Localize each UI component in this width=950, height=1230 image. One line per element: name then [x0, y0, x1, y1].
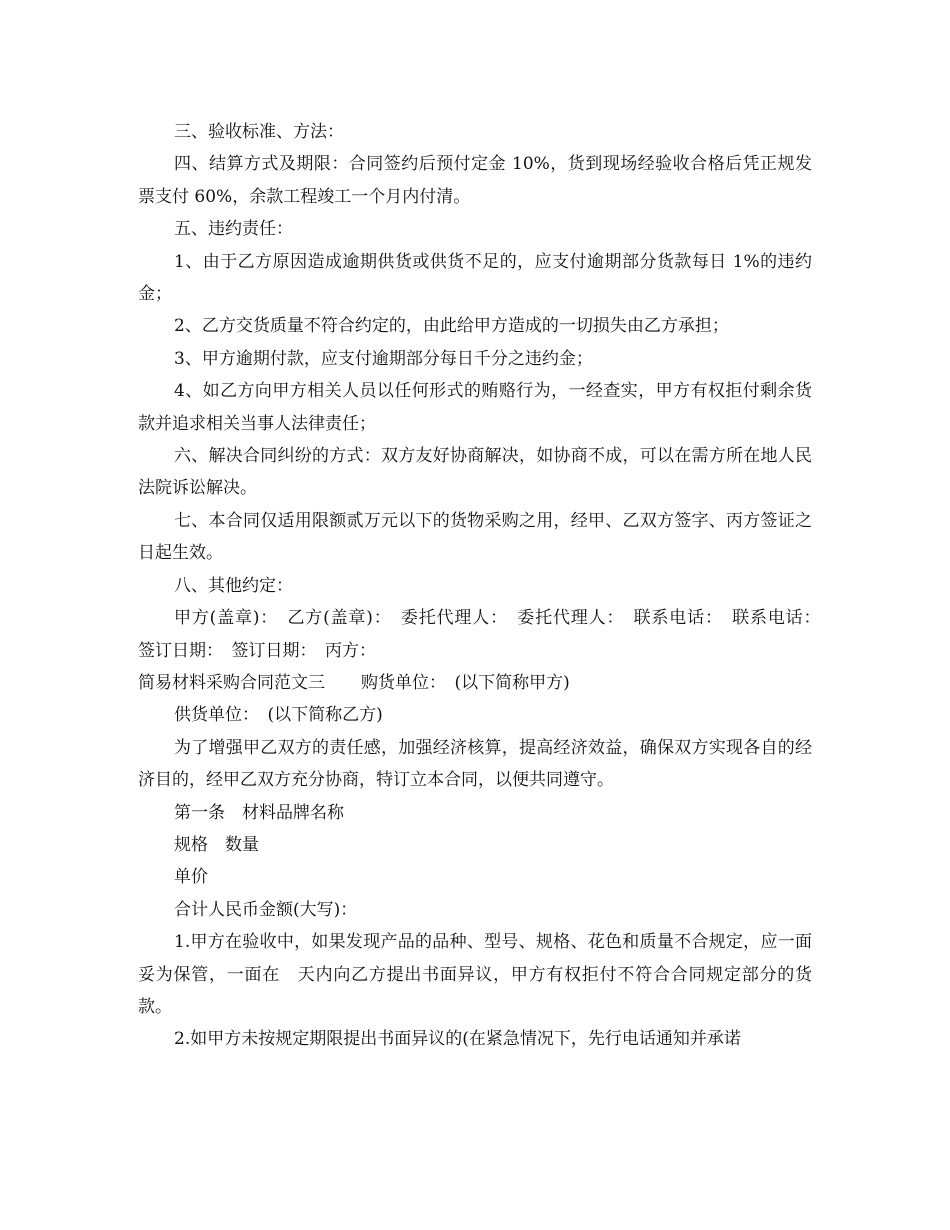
clause-5-liability: 五、违约责任： [174, 219, 293, 240]
contract-heading-line [138, 667, 812, 699]
preamble: 为了增强甲乙双方的责任感，加强经济核算，提高经济效益，确保双方实现各自的经济目的，经甲乙双方充分协商，特订立本合同，以便共同遵守。 [138, 737, 812, 791]
liability-item-1: 1、由于乙方原因造成逾期供货或供货不足的，应支付逾期部分货款每日 1%的违约金； [138, 251, 812, 305]
clause-4-settlement: 四、结算方式及期限：合同签约后预付定金 10%，货到现场经验收合格后凭正规发票支付 60%，余款工程竣工一个月内付清。 [138, 154, 812, 207]
clause-8-other: 八、其他约定： [174, 575, 293, 596]
spec-quantity: 规格 数量 [174, 834, 259, 855]
liability-item-2: 2、乙方交货质量不符合约定的，由此给甲方造成的一切损失由乙方承担； [174, 316, 729, 337]
clause-7-effect: 七、本合同仅适用限额贰万元以下的货物采购之用，经甲、乙双方签字、丙方签证之日起生效。 [138, 510, 812, 564]
contract-title: 简易材料采购合同范文三 [138, 672, 325, 693]
liability-item-3: 3、甲方逾期付款，应支付逾期部分每日千分之违约金； [174, 348, 593, 369]
total-amount: 合计人民币金额(大写)： [174, 899, 358, 920]
signature-fields: 甲方(盖章)： 乙方(盖章)： 委托代理人： 委托代理人： 联系电话： 联系电话： 签订日期： 签订日期： 丙方： [138, 608, 829, 661]
article-1-material-brand: 第一条 材料品牌名称 [174, 802, 344, 823]
liability-item-4: 4、如乙方向甲方相关人员以任何形式的贿赂行为，一经查实，甲方有权拒付剩余货款并追求相关当事人法律责任； [138, 381, 812, 434]
clause-6-dispute: 六、解决合同纠纷的方式：双方友好协商解决，如协商不成，可以在需方所在地人民法院诉讼解决。 [138, 446, 812, 499]
clause-3-acceptance: 三、验收标准、方法： [174, 122, 344, 142]
document-body [138, 116, 829, 1056]
inspection-item-2: 2.如甲方未按规定期限提出书面异议的(在紧急情况下，先行电话通知并承诺 [174, 1029, 741, 1050]
unit-price: 单价 [174, 867, 208, 888]
inspection-item-1: 1.甲方在验收中，如果发现产品的品种、型号、规格、花色和质量不合规定，应一面妥为保管，一面在 天内向乙方提出书面异议，甲方有权拒付不符合合同规定部分的货款。 [138, 932, 812, 1017]
buyer-unit: 购货单位： (以下简称甲方) [361, 672, 570, 693]
supplier-unit: 供货单位： (以下简称乙方) [174, 705, 383, 726]
